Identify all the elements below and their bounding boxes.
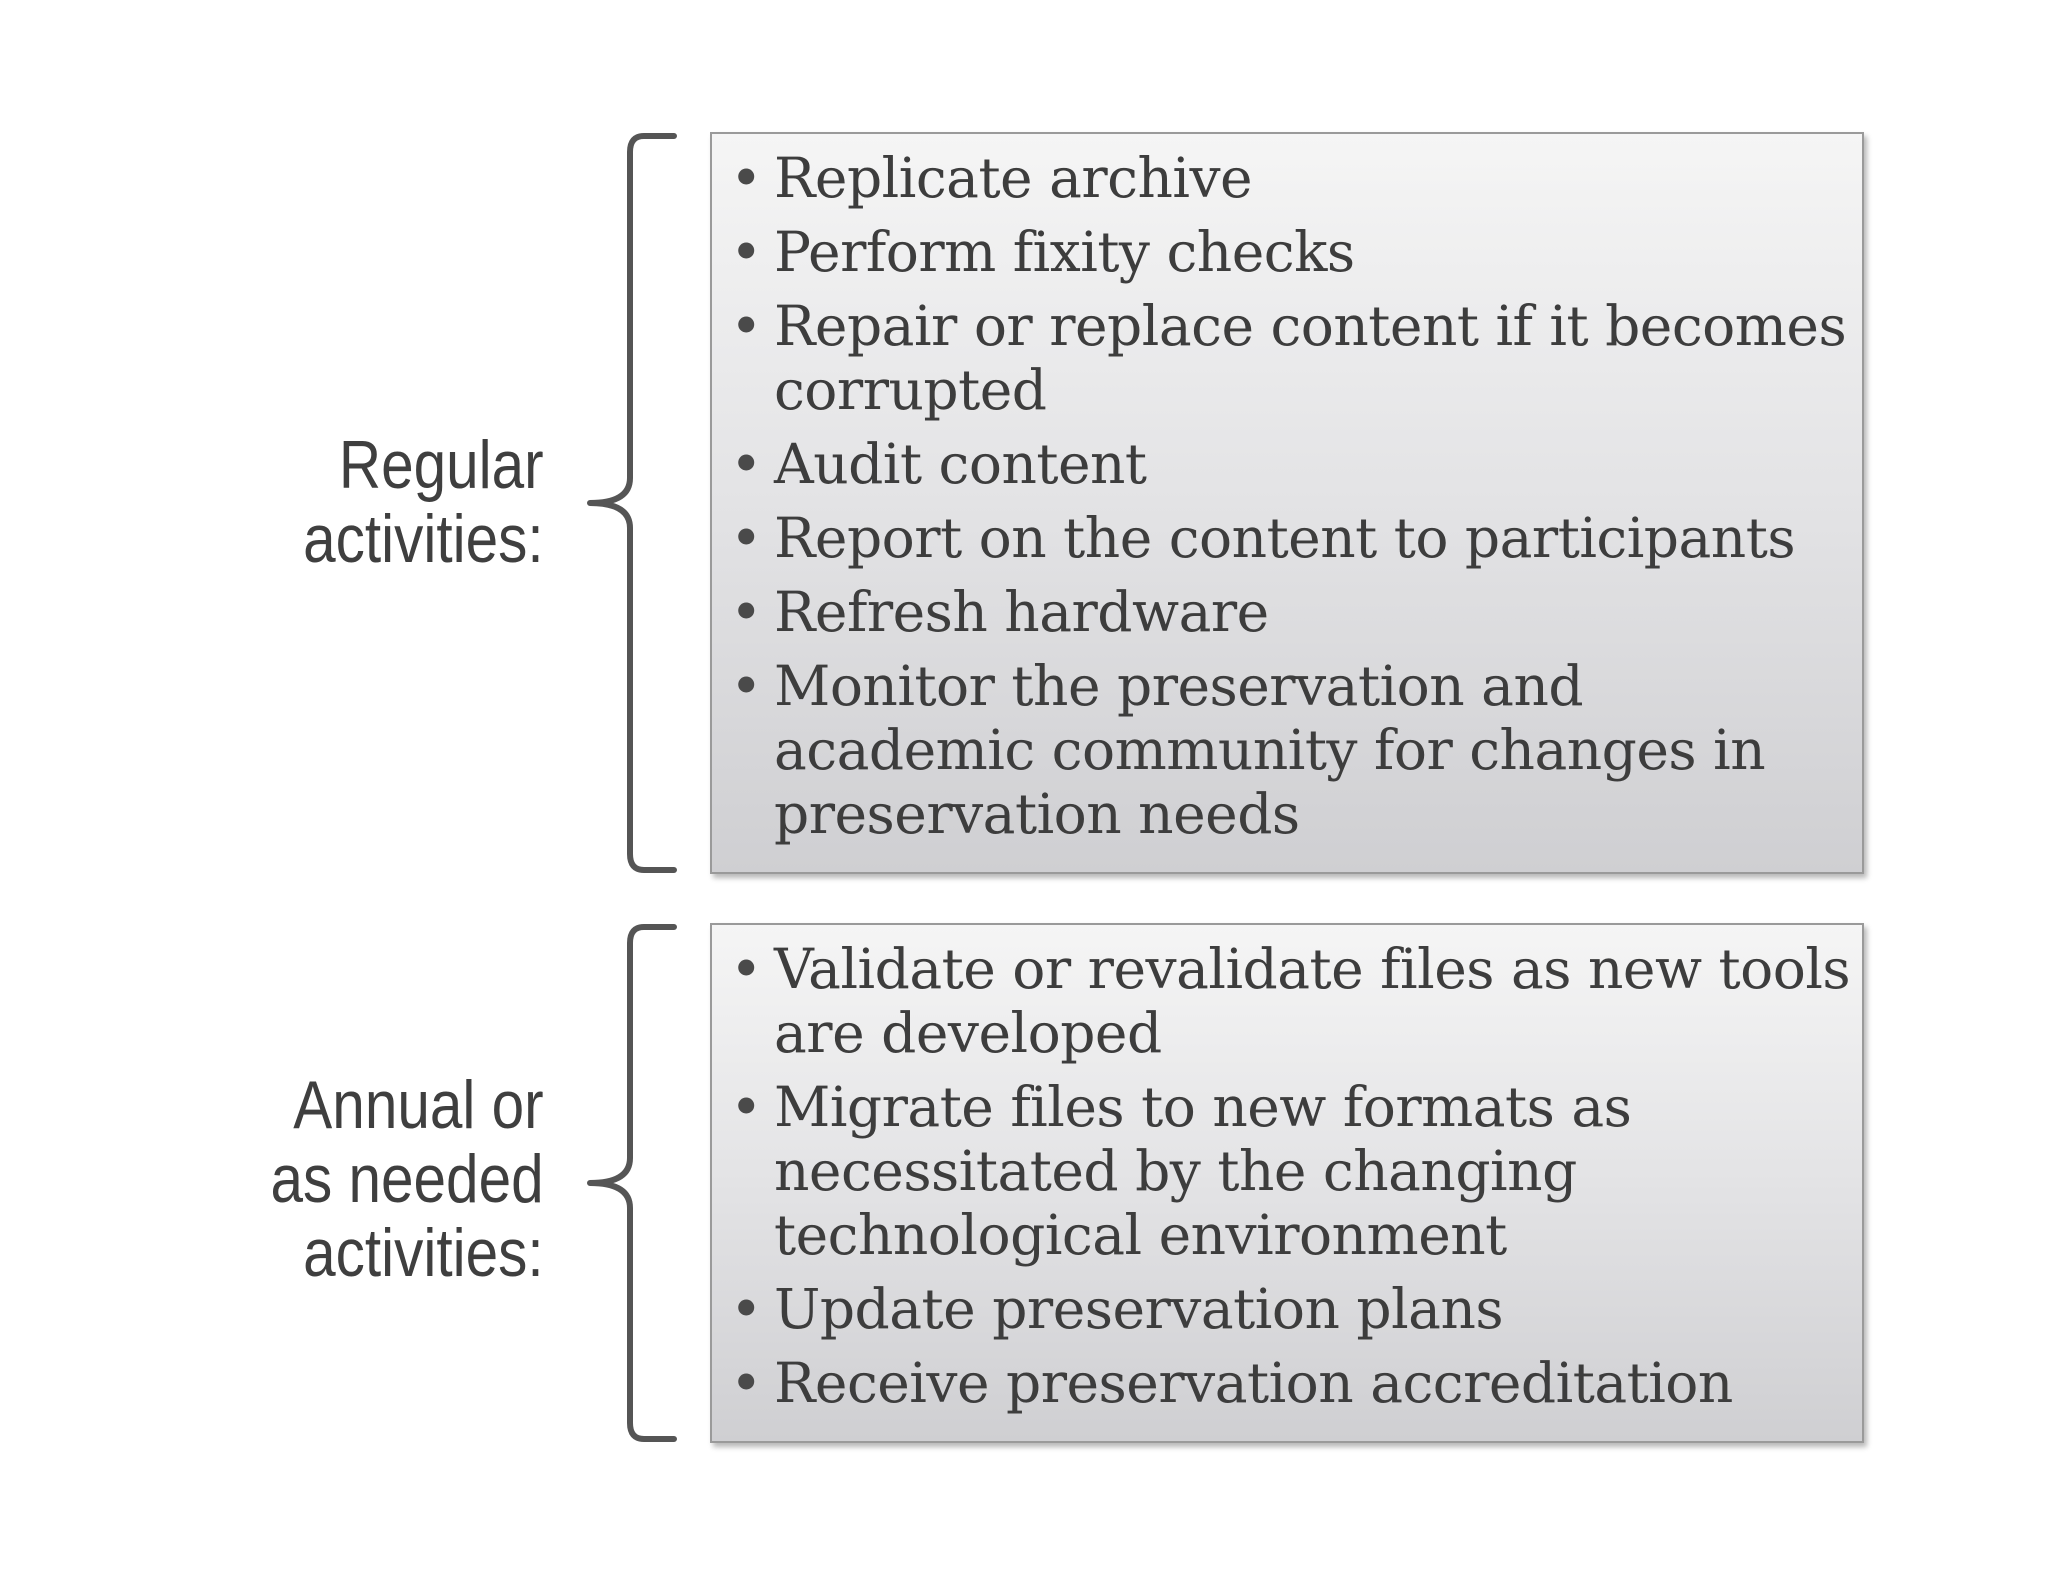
list-item: • Report on the content to participants <box>712 506 1862 570</box>
list-item: • Refresh hardware <box>712 580 1862 644</box>
label-line: Regular <box>339 427 544 503</box>
annual-activities-box <box>710 923 1864 1443</box>
list-item: • Receive preservation accreditation <box>712 1351 1862 1415</box>
label-line: Annual or <box>293 1067 544 1143</box>
list-item: • Perform fixity checks <box>712 220 1862 284</box>
label-line: as needed <box>270 1141 544 1217</box>
list-item: • Update preservation plans <box>712 1277 1862 1341</box>
label-line: activities: <box>303 501 544 577</box>
regular-activities-box <box>710 132 1864 874</box>
label-line: activities: <box>303 1215 544 1291</box>
annual-activities-list <box>712 937 1862 1415</box>
list-item: • Audit content <box>712 432 1862 496</box>
list-item: • Migrate files to new formats as necessitated by the changing technological environment <box>712 1075 1862 1267</box>
left-brace-icon <box>582 923 678 1443</box>
annual-activities-label <box>271 1068 544 1290</box>
regular-activities-list <box>712 146 1862 846</box>
list-item: • Replicate archive <box>712 146 1862 210</box>
regular-activities-label <box>304 428 544 576</box>
list-item: • Monitor the preservation and academic community for changes in preservation needs <box>712 654 1862 846</box>
left-brace-icon <box>582 132 678 874</box>
list-item: • Repair or replace content if it becomes corrupted <box>712 294 1862 422</box>
list-item: • Validate or revalidate files as new tools are developed <box>712 937 1862 1065</box>
